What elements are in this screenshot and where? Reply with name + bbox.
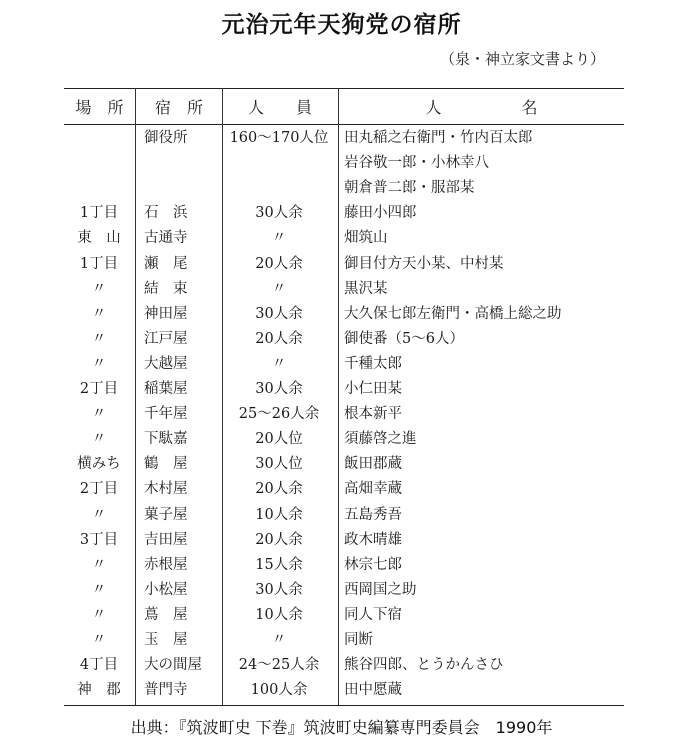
row-place: 4丁目 bbox=[79, 657, 119, 674]
table-row bbox=[64, 528, 624, 553]
row-count: 20人余 bbox=[255, 481, 303, 498]
row-lodging: 稲葉屋 bbox=[144, 381, 188, 397]
row-place: 3丁目 bbox=[79, 531, 119, 548]
row-names: 御使番（5～6人） bbox=[344, 330, 464, 347]
row-count: 30人余 bbox=[255, 381, 303, 397]
row-lodging: 大の間屋 bbox=[144, 657, 202, 674]
row-count: 160～170人位 bbox=[229, 130, 329, 146]
row-names: 藤田小四郎 bbox=[344, 205, 417, 222]
row-count: 25～26人余 bbox=[238, 406, 320, 423]
row-place: 1丁目 bbox=[79, 205, 119, 222]
row-names: 田中愿蔵 bbox=[344, 682, 402, 699]
row-names: 小仁田某 bbox=[344, 381, 402, 397]
table-row bbox=[64, 176, 624, 201]
row-count: 30人余 bbox=[255, 581, 303, 598]
page-title: 元治元年天狗党の宿所 bbox=[221, 12, 462, 38]
row-names: 大久保七郎左衛門・高橋上総之助 bbox=[344, 305, 562, 322]
row-names: 同人下宿 bbox=[344, 606, 402, 623]
row-place: 東 山 bbox=[77, 230, 121, 247]
header-names: 人 名 bbox=[425, 98, 538, 117]
row-names: 熊谷四郎、とうかんさひ bbox=[344, 657, 504, 674]
row-place: 神 郡 bbox=[77, 682, 121, 699]
row-place: 2丁目 bbox=[79, 481, 119, 498]
table-row bbox=[64, 503, 624, 528]
table-row bbox=[64, 377, 624, 402]
row-count: 10人余 bbox=[255, 506, 303, 523]
row-names: 政木晴雄 bbox=[344, 531, 402, 548]
row-count: 20人余 bbox=[255, 531, 303, 548]
table-row bbox=[64, 653, 624, 678]
row-place: 〃 bbox=[91, 506, 107, 523]
row-lodging: 鶴 屋 bbox=[144, 456, 188, 473]
row-place: 1丁目 bbox=[79, 255, 119, 272]
citation: 出典：『筑波町史 下巻』筑波町史編纂専門委員会 1990年 bbox=[130, 718, 553, 737]
row-names: 田丸稲之右衛門・竹内百太郎 bbox=[344, 130, 533, 146]
row-names: 千種太郎 bbox=[344, 355, 402, 372]
row-count: 20人位 bbox=[255, 431, 303, 448]
row-lodging: 江戸屋 bbox=[144, 330, 188, 347]
row-lodging: 木村屋 bbox=[144, 481, 188, 498]
table-row bbox=[64, 201, 624, 226]
table-row bbox=[64, 151, 624, 176]
row-count: 20人余 bbox=[255, 255, 303, 272]
row-names: 根本新平 bbox=[344, 406, 402, 423]
table-row bbox=[64, 126, 624, 151]
table-row bbox=[64, 452, 624, 477]
row-lodging: 普門寺 bbox=[144, 682, 188, 699]
row-count: 〃 bbox=[271, 355, 287, 372]
row-names: 飯田郡蔵 bbox=[344, 456, 402, 473]
table-row bbox=[64, 477, 624, 502]
table-top-rule bbox=[64, 88, 624, 89]
row-place: 〃 bbox=[91, 431, 107, 448]
row-place: 〃 bbox=[91, 406, 107, 423]
row-names: 黒沢某 bbox=[344, 280, 388, 297]
row-lodging: 千年屋 bbox=[144, 406, 188, 423]
row-place: 〃 bbox=[91, 632, 107, 648]
row-place: 2丁目 bbox=[79, 381, 119, 397]
row-lodging: 古通寺 bbox=[144, 230, 188, 247]
table-row bbox=[64, 427, 624, 452]
row-place: 〃 bbox=[91, 581, 107, 598]
lodging-table bbox=[64, 88, 624, 706]
table-row bbox=[64, 352, 624, 377]
row-place: 〃 bbox=[91, 305, 107, 322]
row-lodging: 吉田屋 bbox=[144, 531, 188, 548]
source-note: （泉・神立家文書より） bbox=[439, 50, 605, 68]
row-names: 林宗七郎 bbox=[344, 556, 402, 573]
header-place: 場 所 bbox=[75, 98, 124, 117]
row-count: 30人位 bbox=[255, 456, 303, 473]
table-row bbox=[64, 603, 624, 628]
row-names: 御目付方天小某、中村某 bbox=[344, 255, 504, 272]
table-row bbox=[64, 277, 624, 302]
row-lodging: 菓子屋 bbox=[144, 506, 188, 523]
row-lodging: 大越屋 bbox=[144, 355, 188, 372]
row-count: 15人余 bbox=[255, 556, 303, 573]
row-count: 〃 bbox=[271, 230, 287, 247]
table-row bbox=[64, 402, 624, 427]
row-place: 横みち bbox=[77, 456, 121, 473]
row-names: 畑筑山 bbox=[344, 230, 388, 247]
row-count: 100人余 bbox=[250, 682, 308, 699]
row-place: 〃 bbox=[91, 556, 107, 573]
table-bottom-rule bbox=[64, 705, 624, 706]
row-count: 30人余 bbox=[255, 205, 303, 222]
row-count: 〃 bbox=[271, 280, 287, 297]
table-row bbox=[64, 252, 624, 277]
row-place: 〃 bbox=[91, 355, 107, 372]
row-lodging: 瀬 尾 bbox=[144, 255, 188, 272]
row-lodging: 下駄嘉 bbox=[144, 431, 188, 448]
row-lodging: 玉 屋 bbox=[144, 632, 188, 648]
header-count: 人 員 bbox=[247, 98, 312, 117]
row-count: 30人余 bbox=[255, 305, 303, 322]
row-count: 〃 bbox=[271, 632, 287, 648]
table-row bbox=[64, 628, 624, 653]
table-row bbox=[64, 553, 624, 578]
row-names: 西岡国之助 bbox=[344, 581, 417, 598]
row-names: 高畑幸蔵 bbox=[344, 481, 402, 498]
row-lodging: 石 浜 bbox=[144, 205, 188, 222]
row-lodging: 神田屋 bbox=[144, 305, 188, 322]
row-count: 10人余 bbox=[255, 606, 303, 623]
table-row bbox=[64, 327, 624, 352]
row-count: 20人余 bbox=[255, 330, 303, 347]
row-names: 朝倉普二郎・服部某 bbox=[344, 180, 475, 197]
row-names: 同断 bbox=[344, 632, 373, 648]
row-count: 24～25人余 bbox=[238, 657, 320, 674]
header-lodging: 宿 所 bbox=[154, 98, 203, 117]
table-header-rule bbox=[64, 124, 624, 125]
row-lodging: 蔦 屋 bbox=[144, 606, 188, 623]
row-place: 〃 bbox=[91, 330, 107, 347]
table-row bbox=[64, 226, 624, 251]
row-place: 〃 bbox=[91, 606, 107, 623]
row-names: 岩谷敬一郎・小林幸八 bbox=[344, 155, 489, 172]
table-row bbox=[64, 678, 624, 703]
row-place: 〃 bbox=[91, 280, 107, 297]
table-row bbox=[64, 578, 624, 603]
row-lodging: 御役所 bbox=[144, 130, 188, 146]
row-lodging: 結 束 bbox=[144, 280, 188, 297]
row-lodging: 赤根屋 bbox=[144, 556, 188, 573]
table-row bbox=[64, 302, 624, 327]
row-lodging: 小松屋 bbox=[144, 581, 188, 598]
row-names: 須藤啓之進 bbox=[344, 431, 417, 448]
row-names: 五島秀吾 bbox=[344, 506, 402, 523]
